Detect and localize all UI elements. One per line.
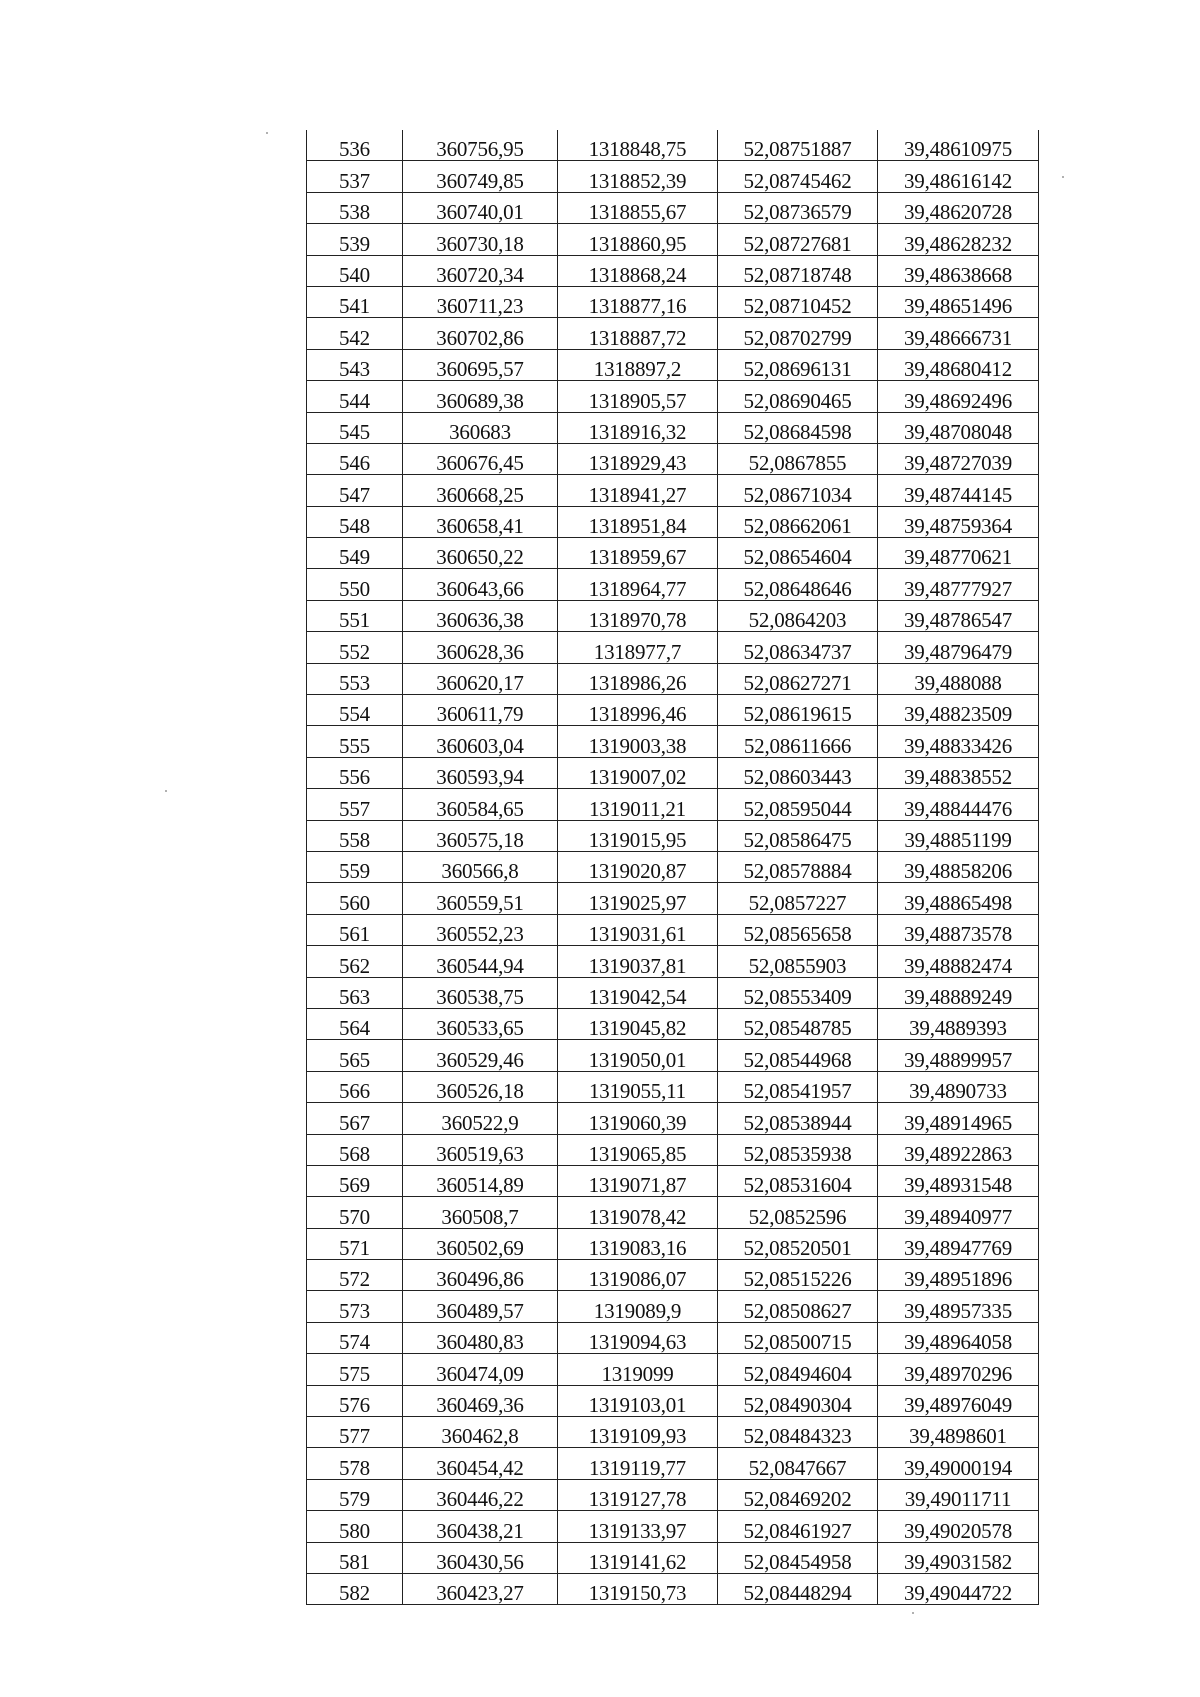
- y-coordinate-cell: 1318929,43: [558, 443, 718, 474]
- y-coordinate-cell: 1319060,39: [558, 1103, 718, 1134]
- y-coordinate-cell: 1319003,38: [558, 726, 718, 757]
- latitude-cell: 52,08490304: [718, 1385, 878, 1416]
- longitude-cell: 39,48759364: [878, 506, 1039, 537]
- table-row: [307, 632, 1039, 663]
- table-row: [307, 1479, 1039, 1510]
- x-coordinate-cell: 360695,57: [403, 349, 558, 380]
- y-coordinate-cell: 1319045,82: [558, 1008, 718, 1039]
- point-number-cell: 565: [307, 1040, 403, 1071]
- longitude-cell: 39,48651496: [878, 286, 1039, 317]
- y-coordinate-cell: 1318964,77: [558, 569, 718, 600]
- point-number-cell: 582: [307, 1573, 403, 1604]
- x-coordinate-cell: 360584,65: [403, 789, 558, 820]
- y-coordinate-cell: 1318887,72: [558, 318, 718, 349]
- table-row: [307, 1008, 1039, 1039]
- longitude-cell: 39,48976049: [878, 1385, 1039, 1416]
- x-coordinate-cell: 360593,94: [403, 757, 558, 788]
- longitude-cell: 39,48947769: [878, 1228, 1039, 1259]
- x-coordinate-cell: 360462,8: [403, 1417, 558, 1448]
- table-row: [307, 412, 1039, 443]
- point-number-cell: 580: [307, 1511, 403, 1542]
- longitude-cell: 39,48889249: [878, 977, 1039, 1008]
- point-number-cell: 547: [307, 475, 403, 506]
- longitude-cell: 39,48680412: [878, 349, 1039, 380]
- latitude-cell: 52,08484323: [718, 1417, 878, 1448]
- y-coordinate-cell: 1319109,93: [558, 1417, 718, 1448]
- x-coordinate-cell: 360430,56: [403, 1542, 558, 1573]
- scan-speck: [1062, 176, 1064, 178]
- x-coordinate-cell: 360454,42: [403, 1448, 558, 1479]
- y-coordinate-cell: 1319094,63: [558, 1322, 718, 1353]
- point-number-cell: 568: [307, 1134, 403, 1165]
- y-coordinate-cell: 1318860,95: [558, 224, 718, 255]
- longitude-cell: 39,48708048: [878, 412, 1039, 443]
- longitude-cell: 39,48786547: [878, 600, 1039, 631]
- latitude-cell: 52,0855903: [718, 946, 878, 977]
- x-coordinate-cell: 360533,65: [403, 1008, 558, 1039]
- latitude-cell: 52,08627271: [718, 663, 878, 694]
- latitude-cell: 52,08520501: [718, 1228, 878, 1259]
- table-row: [307, 1040, 1039, 1071]
- latitude-cell: 52,08454958: [718, 1542, 878, 1573]
- x-coordinate-cell: 360544,94: [403, 946, 558, 977]
- x-coordinate-cell: 360508,7: [403, 1197, 558, 1228]
- x-coordinate-cell: 360603,04: [403, 726, 558, 757]
- latitude-cell: 52,08469202: [718, 1479, 878, 1510]
- point-number-cell: 574: [307, 1322, 403, 1353]
- y-coordinate-cell: 1318959,67: [558, 538, 718, 569]
- y-coordinate-cell: 1318855,67: [558, 192, 718, 223]
- x-coordinate-cell: 360683: [403, 412, 558, 443]
- y-coordinate-cell: 1318852,39: [558, 161, 718, 192]
- x-coordinate-cell: 360611,79: [403, 695, 558, 726]
- latitude-cell: 52,08745462: [718, 161, 878, 192]
- y-coordinate-cell: 1318970,78: [558, 600, 718, 631]
- y-coordinate-cell: 1318986,26: [558, 663, 718, 694]
- latitude-cell: 52,08531604: [718, 1165, 878, 1196]
- y-coordinate-cell: 1319015,95: [558, 820, 718, 851]
- point-number-cell: 569: [307, 1165, 403, 1196]
- longitude-cell: 39,48823509: [878, 695, 1039, 726]
- point-number-cell: 544: [307, 381, 403, 412]
- table-row: [307, 600, 1039, 631]
- longitude-cell: 39,48844476: [878, 789, 1039, 820]
- longitude-cell: 39,48914965: [878, 1103, 1039, 1134]
- point-number-cell: 537: [307, 161, 403, 192]
- x-coordinate-cell: 360702,86: [403, 318, 558, 349]
- point-number-cell: 540: [307, 255, 403, 286]
- table-row: [307, 161, 1039, 192]
- latitude-cell: 52,08553409: [718, 977, 878, 1008]
- x-coordinate-cell: 360438,21: [403, 1511, 558, 1542]
- longitude-cell: 39,48628232: [878, 224, 1039, 255]
- table-row: [307, 1511, 1039, 1542]
- table-row: [307, 1573, 1039, 1604]
- table-row: [307, 1291, 1039, 1322]
- x-coordinate-cell: 360643,66: [403, 569, 558, 600]
- longitude-cell: 39,48796479: [878, 632, 1039, 663]
- x-coordinate-cell: 360522,9: [403, 1103, 558, 1134]
- x-coordinate-cell: 360538,75: [403, 977, 558, 1008]
- y-coordinate-cell: 1319065,85: [558, 1134, 718, 1165]
- table-row: [307, 1260, 1039, 1291]
- x-coordinate-cell: 360496,86: [403, 1260, 558, 1291]
- longitude-cell: 39,48666731: [878, 318, 1039, 349]
- table-row: [307, 789, 1039, 820]
- longitude-cell: 39,48727039: [878, 443, 1039, 474]
- y-coordinate-cell: 1318868,24: [558, 255, 718, 286]
- x-coordinate-cell: 360658,41: [403, 506, 558, 537]
- latitude-cell: 52,08718748: [718, 255, 878, 286]
- longitude-cell: 39,48931548: [878, 1165, 1039, 1196]
- x-coordinate-cell: 360720,34: [403, 255, 558, 286]
- longitude-cell: 39,48899957: [878, 1040, 1039, 1071]
- x-coordinate-cell: 360474,09: [403, 1354, 558, 1385]
- y-coordinate-cell: 1319025,97: [558, 883, 718, 914]
- point-number-cell: 567: [307, 1103, 403, 1134]
- table-row: [307, 914, 1039, 945]
- y-coordinate-cell: 1319086,07: [558, 1260, 718, 1291]
- point-number-cell: 560: [307, 883, 403, 914]
- latitude-cell: 52,08648646: [718, 569, 878, 600]
- x-coordinate-cell: 360552,23: [403, 914, 558, 945]
- latitude-cell: 52,08634737: [718, 632, 878, 663]
- y-coordinate-cell: 1318941,27: [558, 475, 718, 506]
- table-row: [307, 475, 1039, 506]
- x-coordinate-cell: 360526,18: [403, 1071, 558, 1102]
- y-coordinate-cell: 1319089,9: [558, 1291, 718, 1322]
- point-number-cell: 561: [307, 914, 403, 945]
- longitude-cell: 39,48692496: [878, 381, 1039, 412]
- x-coordinate-cell: 360480,83: [403, 1322, 558, 1353]
- table-row: [307, 506, 1039, 537]
- y-coordinate-cell: 1319127,78: [558, 1479, 718, 1510]
- longitude-cell: 39,48833426: [878, 726, 1039, 757]
- point-number-cell: 554: [307, 695, 403, 726]
- table-row: [307, 1197, 1039, 1228]
- table-row: [307, 1228, 1039, 1259]
- table-row: [307, 569, 1039, 600]
- latitude-cell: 52,08727681: [718, 224, 878, 255]
- x-coordinate-cell: 360730,18: [403, 224, 558, 255]
- longitude-cell: 39,48873578: [878, 914, 1039, 945]
- x-coordinate-cell: 360519,63: [403, 1134, 558, 1165]
- point-number-cell: 551: [307, 600, 403, 631]
- longitude-cell: 39,4890733: [878, 1071, 1039, 1102]
- longitude-cell: 39,48957335: [878, 1291, 1039, 1322]
- coordinates-table: [306, 130, 1039, 1605]
- table-row: [307, 820, 1039, 851]
- point-number-cell: 558: [307, 820, 403, 851]
- y-coordinate-cell: 1319050,01: [558, 1040, 718, 1071]
- longitude-cell: 39,48610975: [878, 130, 1039, 161]
- point-number-cell: 575: [307, 1354, 403, 1385]
- x-coordinate-cell: 360489,57: [403, 1291, 558, 1322]
- latitude-cell: 52,0867855: [718, 443, 878, 474]
- latitude-cell: 52,0857227: [718, 883, 878, 914]
- longitude-cell: 39,48616142: [878, 161, 1039, 192]
- longitude-cell: 39,48922863: [878, 1134, 1039, 1165]
- table-row: [307, 946, 1039, 977]
- x-coordinate-cell: 360559,51: [403, 883, 558, 914]
- longitude-cell: 39,49044722: [878, 1573, 1039, 1604]
- x-coordinate-cell: 360749,85: [403, 161, 558, 192]
- latitude-cell: 52,08535938: [718, 1134, 878, 1165]
- x-coordinate-cell: 360711,23: [403, 286, 558, 317]
- point-number-cell: 553: [307, 663, 403, 694]
- table-row: [307, 538, 1039, 569]
- point-number-cell: 570: [307, 1197, 403, 1228]
- point-number-cell: 543: [307, 349, 403, 380]
- table-row: [307, 1322, 1039, 1353]
- longitude-cell: 39,48951896: [878, 1260, 1039, 1291]
- point-number-cell: 577: [307, 1417, 403, 1448]
- point-number-cell: 550: [307, 569, 403, 600]
- y-coordinate-cell: 1319037,81: [558, 946, 718, 977]
- latitude-cell: 52,08751887: [718, 130, 878, 161]
- longitude-cell: 39,48865498: [878, 883, 1039, 914]
- x-coordinate-cell: 360628,36: [403, 632, 558, 663]
- point-number-cell: 541: [307, 286, 403, 317]
- longitude-cell: 39,48777927: [878, 569, 1039, 600]
- y-coordinate-cell: 1318951,84: [558, 506, 718, 537]
- y-coordinate-cell: 1319099: [558, 1354, 718, 1385]
- table-row: [307, 1134, 1039, 1165]
- latitude-cell: 52,08494604: [718, 1354, 878, 1385]
- latitude-cell: 52,08586475: [718, 820, 878, 851]
- longitude-cell: 39,488088: [878, 663, 1039, 694]
- table-row: [307, 130, 1039, 161]
- y-coordinate-cell: 1319133,97: [558, 1511, 718, 1542]
- latitude-cell: 52,08662061: [718, 506, 878, 537]
- table-row: [307, 663, 1039, 694]
- latitude-cell: 52,08461927: [718, 1511, 878, 1542]
- x-coordinate-cell: 360446,22: [403, 1479, 558, 1510]
- table-row: [307, 1542, 1039, 1573]
- point-number-cell: 549: [307, 538, 403, 569]
- table-row: [307, 381, 1039, 412]
- point-number-cell: 564: [307, 1008, 403, 1039]
- latitude-cell: 52,08595044: [718, 789, 878, 820]
- latitude-cell: 52,08515226: [718, 1260, 878, 1291]
- longitude-cell: 39,49000194: [878, 1448, 1039, 1479]
- point-number-cell: 555: [307, 726, 403, 757]
- latitude-cell: 52,08671034: [718, 475, 878, 506]
- point-number-cell: 557: [307, 789, 403, 820]
- table-row: [307, 757, 1039, 788]
- y-coordinate-cell: 1319071,87: [558, 1165, 718, 1196]
- x-coordinate-cell: 360575,18: [403, 820, 558, 851]
- x-coordinate-cell: 360514,89: [403, 1165, 558, 1196]
- longitude-cell: 39,48940977: [878, 1197, 1039, 1228]
- latitude-cell: 52,08702799: [718, 318, 878, 349]
- latitude-cell: 52,0847667: [718, 1448, 878, 1479]
- y-coordinate-cell: 1319141,62: [558, 1542, 718, 1573]
- x-coordinate-cell: 360566,8: [403, 851, 558, 882]
- point-number-cell: 542: [307, 318, 403, 349]
- scan-speck: [266, 132, 268, 134]
- table-row: [307, 255, 1039, 286]
- table-row: [307, 726, 1039, 757]
- point-number-cell: 572: [307, 1260, 403, 1291]
- x-coordinate-cell: 360689,38: [403, 381, 558, 412]
- x-coordinate-cell: 360756,95: [403, 130, 558, 161]
- table-row: [307, 443, 1039, 474]
- x-coordinate-cell: 360620,17: [403, 663, 558, 694]
- point-number-cell: 539: [307, 224, 403, 255]
- table-row: [307, 286, 1039, 317]
- x-coordinate-cell: 360469,36: [403, 1385, 558, 1416]
- point-number-cell: 552: [307, 632, 403, 663]
- point-number-cell: 545: [307, 412, 403, 443]
- y-coordinate-cell: 1318848,75: [558, 130, 718, 161]
- latitude-cell: 52,08654604: [718, 538, 878, 569]
- table-row: [307, 851, 1039, 882]
- latitude-cell: 52,08736579: [718, 192, 878, 223]
- table-row: [307, 883, 1039, 914]
- table-row: [307, 977, 1039, 1008]
- longitude-cell: 39,48882474: [878, 946, 1039, 977]
- latitude-cell: 52,08696131: [718, 349, 878, 380]
- table-row: [307, 1165, 1039, 1196]
- point-number-cell: 559: [307, 851, 403, 882]
- point-number-cell: 566: [307, 1071, 403, 1102]
- longitude-cell: 39,4889393: [878, 1008, 1039, 1039]
- latitude-cell: 52,08508627: [718, 1291, 878, 1322]
- longitude-cell: 39,4898601: [878, 1417, 1039, 1448]
- point-number-cell: 573: [307, 1291, 403, 1322]
- y-coordinate-cell: 1319011,21: [558, 789, 718, 820]
- y-coordinate-cell: 1319031,61: [558, 914, 718, 945]
- latitude-cell: 52,08541957: [718, 1071, 878, 1102]
- point-number-cell: 556: [307, 757, 403, 788]
- longitude-cell: 39,48744145: [878, 475, 1039, 506]
- latitude-cell: 52,08500715: [718, 1322, 878, 1353]
- y-coordinate-cell: 1319007,02: [558, 757, 718, 788]
- scan-speck: [165, 790, 167, 792]
- latitude-cell: 52,08684598: [718, 412, 878, 443]
- point-number-cell: 563: [307, 977, 403, 1008]
- x-coordinate-cell: 360502,69: [403, 1228, 558, 1259]
- longitude-cell: 39,48620728: [878, 192, 1039, 223]
- point-number-cell: 536: [307, 130, 403, 161]
- y-coordinate-cell: 1319055,11: [558, 1071, 718, 1102]
- point-number-cell: 562: [307, 946, 403, 977]
- latitude-cell: 52,08611666: [718, 726, 878, 757]
- table-row: [307, 1071, 1039, 1102]
- point-number-cell: 546: [307, 443, 403, 474]
- longitude-cell: 39,48851199: [878, 820, 1039, 851]
- y-coordinate-cell: 1318996,46: [558, 695, 718, 726]
- latitude-cell: 52,08578884: [718, 851, 878, 882]
- table-row: [307, 1417, 1039, 1448]
- point-number-cell: 571: [307, 1228, 403, 1259]
- longitude-cell: 39,49031582: [878, 1542, 1039, 1573]
- latitude-cell: 52,08544968: [718, 1040, 878, 1071]
- table-row: [307, 1385, 1039, 1416]
- y-coordinate-cell: 1318897,2: [558, 349, 718, 380]
- table-row: [307, 224, 1039, 255]
- x-coordinate-cell: 360636,38: [403, 600, 558, 631]
- longitude-cell: 39,49011711: [878, 1479, 1039, 1510]
- y-coordinate-cell: 1319103,01: [558, 1385, 718, 1416]
- longitude-cell: 39,48858206: [878, 851, 1039, 882]
- latitude-cell: 52,08448294: [718, 1573, 878, 1604]
- y-coordinate-cell: 1319078,42: [558, 1197, 718, 1228]
- latitude-cell: 52,08565658: [718, 914, 878, 945]
- longitude-cell: 39,48964058: [878, 1322, 1039, 1353]
- latitude-cell: 52,08710452: [718, 286, 878, 317]
- y-coordinate-cell: 1318877,16: [558, 286, 718, 317]
- table-row: [307, 1448, 1039, 1479]
- x-coordinate-cell: 360740,01: [403, 192, 558, 223]
- latitude-cell: 52,08538944: [718, 1103, 878, 1134]
- latitude-cell: 52,0864203: [718, 600, 878, 631]
- longitude-cell: 39,48638668: [878, 255, 1039, 286]
- latitude-cell: 52,0852596: [718, 1197, 878, 1228]
- y-coordinate-cell: 1318905,57: [558, 381, 718, 412]
- point-number-cell: 576: [307, 1385, 403, 1416]
- y-coordinate-cell: 1319083,16: [558, 1228, 718, 1259]
- x-coordinate-cell: 360668,25: [403, 475, 558, 506]
- x-coordinate-cell: 360650,22: [403, 538, 558, 569]
- table-row: [307, 695, 1039, 726]
- table-row: [307, 349, 1039, 380]
- x-coordinate-cell: 360529,46: [403, 1040, 558, 1071]
- longitude-cell: 39,48770621: [878, 538, 1039, 569]
- point-number-cell: 579: [307, 1479, 403, 1510]
- y-coordinate-cell: 1319150,73: [558, 1573, 718, 1604]
- y-coordinate-cell: 1319119,77: [558, 1448, 718, 1479]
- table-row: [307, 1103, 1039, 1134]
- longitude-cell: 39,48970296: [878, 1354, 1039, 1385]
- latitude-cell: 52,08619615: [718, 695, 878, 726]
- point-number-cell: 548: [307, 506, 403, 537]
- point-number-cell: 581: [307, 1542, 403, 1573]
- latitude-cell: 52,08690465: [718, 381, 878, 412]
- table-row: [307, 192, 1039, 223]
- y-coordinate-cell: 1319042,54: [558, 977, 718, 1008]
- x-coordinate-cell: 360676,45: [403, 443, 558, 474]
- point-number-cell: 538: [307, 192, 403, 223]
- longitude-cell: 39,49020578: [878, 1511, 1039, 1542]
- latitude-cell: 52,08603443: [718, 757, 878, 788]
- y-coordinate-cell: 1318977,7: [558, 632, 718, 663]
- table-row: [307, 318, 1039, 349]
- x-coordinate-cell: 360423,27: [403, 1573, 558, 1604]
- y-coordinate-cell: 1319020,87: [558, 851, 718, 882]
- point-number-cell: 578: [307, 1448, 403, 1479]
- latitude-cell: 52,08548785: [718, 1008, 878, 1039]
- y-coordinate-cell: 1318916,32: [558, 412, 718, 443]
- table-row: [307, 1354, 1039, 1385]
- longitude-cell: 39,48838552: [878, 757, 1039, 788]
- coordinates-table-body: [307, 130, 1039, 1605]
- scan-speck: [912, 1612, 914, 1614]
